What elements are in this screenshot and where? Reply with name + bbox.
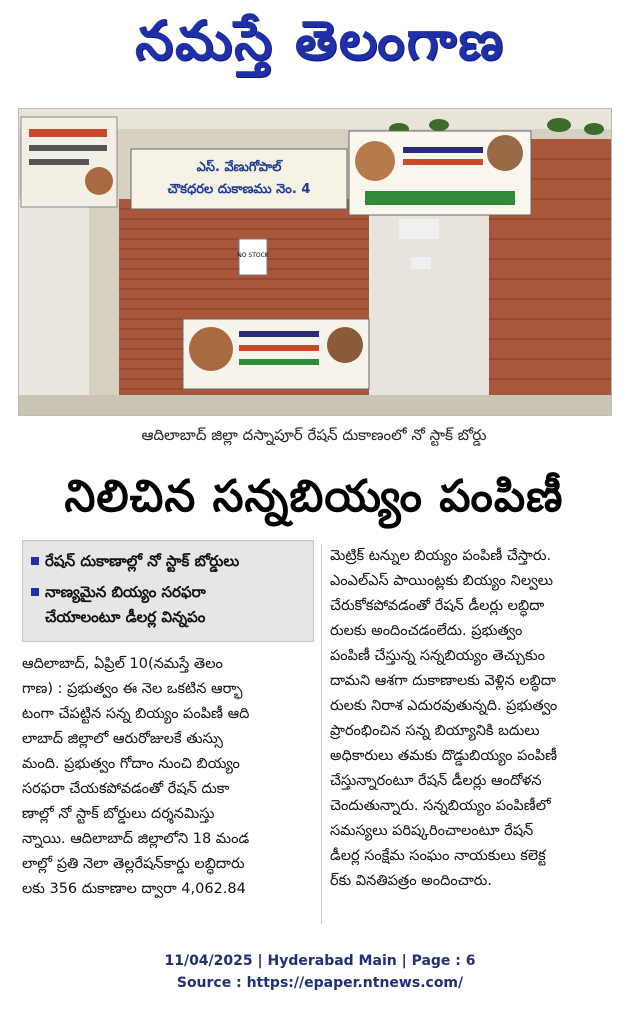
article-line: లాబాద్ జిల్లాలో ఆరురోజులకే తుస్సు: [22, 731, 223, 747]
article-line: లకు 356 దుకాణాల ద్వారా 4,062.84: [22, 881, 246, 897]
highlight-text-continued: చేయాలంటూ డీలర్ల విన్నపం: [45, 608, 206, 626]
photo-caption: ఆదిలాబాద్ జిల్లా దస్నాపూర్ రేషన్ దుకాణంలో నో స్టాక్ బోర్డు: [141, 426, 487, 444]
no-stock-notice-text: NO STOCK: [237, 252, 269, 259]
article-column-right: [330, 544, 616, 894]
article-line: డీలర్ల సంక్షేమ సంఘం నాయకులు కలెక్ట: [330, 848, 546, 864]
article-line: మెట్రిక్ టన్నుల బియ్యం పంపిణీ చేస్తారు.: [330, 548, 552, 564]
footer-source: Source : https://epaper.ntnews.com/: [176, 975, 464, 991]
column-divider: [321, 544, 322, 924]
page-footer: [0, 950, 640, 994]
shop-name-board: [131, 149, 347, 209]
article-line: ప్రారంభించిన సన్న బియ్యానికి బదులు: [330, 723, 540, 739]
article-line: అధికారులు తమకు దొడ్డుబియ్యం పంపిణీ: [330, 748, 558, 764]
ration-shop-illustration: [19, 109, 611, 415]
article-line: రులకు అందించడంలేదు. ప్రభుత్వం: [330, 623, 523, 639]
article-column-left: [22, 652, 314, 902]
article-line: గాణ) : ప్రభుత్వం ఈ నెల ఒకటిన ఆర్భా: [22, 681, 243, 697]
left-wall-poster: [21, 117, 117, 207]
article-line: మంది. ప్రభుత్వం గోదాం నుంచి బియ్యం: [22, 756, 240, 772]
highlight-text: రేషన్ దుకాణాల్లో నో స్టాక్ బోర్డులు: [45, 552, 240, 570]
article-line: ర్‌కు వినతిపత్రం అందించారు.: [330, 873, 492, 889]
highlights-box: [22, 540, 314, 642]
no-stock-notice: [237, 239, 270, 275]
footer-edition-info: 11/04/2025 | Hyderabad Main | Page : 6: [164, 953, 476, 969]
floor-banner: [183, 319, 369, 389]
article-headline: నిలిచిన సన్నబియ్యం పంపిణీ: [64, 471, 564, 522]
masthead-title: నమస్తే తెలంగాణ: [135, 8, 505, 72]
newspaper-masthead: [0, 4, 640, 76]
article-line: సమస్యలు పరిష్కరించాలంటూ రేషన్: [330, 823, 534, 839]
bullet-icon: [31, 557, 39, 565]
bullet-icon: [31, 588, 39, 596]
article-line: పంపిణీ చేస్తున్న సన్నబియ్యం తెచ్చుకుం: [330, 648, 545, 664]
article-line: రులకు నిరాశ ఎదురవుతున్నది. ప్రభుత్వం: [330, 698, 558, 714]
article-line: టంగా చేపట్టిన సన్న బియ్యం పంపిణీ ఆది: [22, 706, 250, 722]
shop-board-name: ఎస్. వేణుగోపాల్: [196, 160, 282, 175]
highlight-text: నాణ్యమైన బియ్యం సరఫరా: [45, 583, 206, 601]
article-line: చెందుతున్నారు. సన్నబియ్యం పంపిణీలో: [330, 798, 551, 814]
highlight-item: [23, 549, 313, 574]
article-line: చేస్తున్నారంటూ రేషన్ డీలర్లు ఆందోళన: [330, 773, 542, 789]
article-line: దామని ఆశగా దుకాణాలకు వెళ్లిన లబ్ధిదా: [330, 673, 556, 689]
article-line: చేరుకోకపోవడంతో రేషన్ డీలర్లు లబ్ధిదా: [330, 598, 545, 614]
highlight-item: [23, 580, 313, 605]
article-line: ణాల్లో నో స్టాక్ బోర్డులు దర్శనమిస్తు: [22, 806, 215, 822]
article-line: ఎంఎల్ఎస్ పాయింట్లకు బియ్యం నిల్వలు: [330, 573, 554, 589]
news-photo: [18, 108, 612, 416]
shop-board-number: చౌకధరల దుకాణము నెం. 4: [167, 182, 311, 197]
article-line: ఆదిలాబాద్, ఏప్రిల్ 10(నమస్తే తెలం: [22, 656, 223, 672]
scheme-banner-top: [349, 131, 531, 215]
article-line: సరఫరా చేయకపోవడంతో రేషన్ దుకా: [22, 781, 230, 797]
article-line: లాల్లో ప్రతి నెలా తెల్లరేషన్‌కార్డు లబ్ధిదారు: [22, 856, 245, 872]
article-line: న్నాయి. ఆదిలాబాద్ జిల్లాలోని 18 మండ: [22, 831, 250, 847]
